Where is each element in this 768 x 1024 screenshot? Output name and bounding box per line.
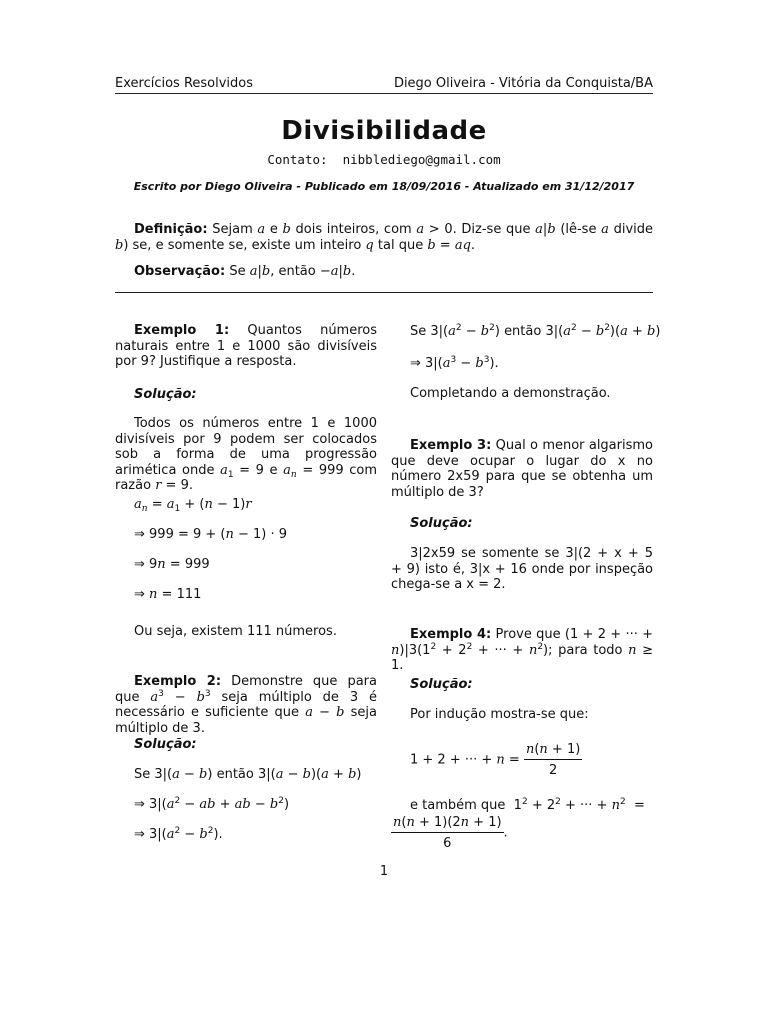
example-2-conclusion: Completando a demonstração. — [410, 386, 611, 401]
header-right: Diego Oliveira - Vitória da Conquista/BA — [393, 76, 653, 91]
example-2-step-3: ⇒ $3|(a^2 - b^2)$. — [134, 826, 223, 842]
observation-paragraph: Observação: Se a|b, então −a|b. — [134, 264, 356, 279]
formula-step-3: ⇒ n = 111 — [134, 587, 202, 602]
example-2-solution-label: Solução: — [134, 737, 197, 752]
fraction-sum-of-squares: $\frac{n(n + 1)(2n + 1)}{6}$ — [393, 815, 502, 851]
byline: Escrito por Diego Oliveira - Publicado em 18/09/2016 - Atualizado em 31/12/2017 — [133, 180, 635, 193]
example-1-question: Exemplo 1: Quantos números naturais entre 1 e 1000 são divisíveis por 9? Justifique a resposta. — [115, 323, 378, 369]
contact-line: Contato: nibblediego@gmail.com — [267, 152, 501, 167]
example-1-conclusion: Ou seja, existem 111 números. — [134, 624, 337, 639]
example-2-question: Exemplo 2: Demonstre que para que $a^3 - b^3$ seja múltiplo de 3 é necessário e suficiente que a − b seja múltiplo de 3. — [115, 674, 377, 736]
example-4-induction-text: Por indução mostra-se que: — [410, 707, 589, 722]
formula-step-2: ⇒ 9n = 999 — [134, 557, 210, 572]
definition-paragraph: Definição: Sejam a e b dois inteiros, com a > 0. Diz-se que a|b (lê-se a divide b) se, e somente se, existe um inteiro q tal que b = aq. — [115, 222, 653, 253]
formula-sum-of-n: 1 + 2 + ··· + n = $\frac{n(n + 1)}{2}$ — [410, 742, 581, 778]
document-title: Divisibilidade — [281, 116, 487, 146]
example-3-solution-text: 3|2x59 se somente se 3|(2 + x + 5 + 9) isto é, 3|x + 16 onde por inspeção chega-se a x = 2. — [391, 546, 654, 592]
fraction-sum: $\frac{n(n + 1)}{2}$ — [525, 742, 581, 778]
example-2-step-5: ⇒ $3|(a^3 - b^3)$. — [410, 355, 499, 371]
example-3-solution-label: Solução: — [410, 516, 473, 531]
formula-general-term: $a_n = a_1 + (n - 1)r$ — [134, 497, 252, 514]
header-rule — [115, 93, 653, 94]
header-left: Exercícios Resolvidos — [115, 76, 254, 91]
example-3-question: Exemplo 3: Qual o menor algarismo que deve ocupar o lugar do x no número 2x59 para que se obtenha um múltiplo de 3? — [391, 438, 653, 500]
example-2-step-2: ⇒ $3|(a^2$ − ab + ab − $b^2$) — [134, 796, 290, 812]
email-link[interactable]: nibblediego@gmail.com — [342, 152, 501, 167]
example-1-solution-text: Todos os números entre 1 e 1000 divisíveis por 9 podem ser colocados sob a forma de uma progressão arimética onde $a_1 = 9$ e $a_n = 999$ com razão r = 9. — [115, 416, 377, 493]
page-number: 1 — [379, 864, 389, 879]
example-2-step-1: Se 3|(a − b) então 3|(a − b)(a + b) — [134, 767, 362, 782]
example-1-solution-label: Solução: — [134, 387, 197, 402]
example-4-question: Exemplo 4: Prove que (1 + 2 + ··· + $n)|3(1^2 + 2^2$ + ··· + $n^2$); para todo n ≥ 1. — [391, 627, 654, 673]
example-2-step-4: Se $3|(a^2 - b^2)$ então $3|(a^2 - b^2)(a + b)$ — [410, 323, 661, 339]
formula-step-1: ⇒ 999 = 9 + (n − 1) · 9 — [134, 527, 288, 542]
example-4-also-text: e também que $1^2 + 2^2$ + ··· + $n^2$ = $\frac{n(n + 1)(2n + 1)}{6}$ . — [393, 797, 645, 851]
example-4-solution-label: Solução: — [410, 677, 473, 692]
section-rule — [115, 292, 653, 293]
